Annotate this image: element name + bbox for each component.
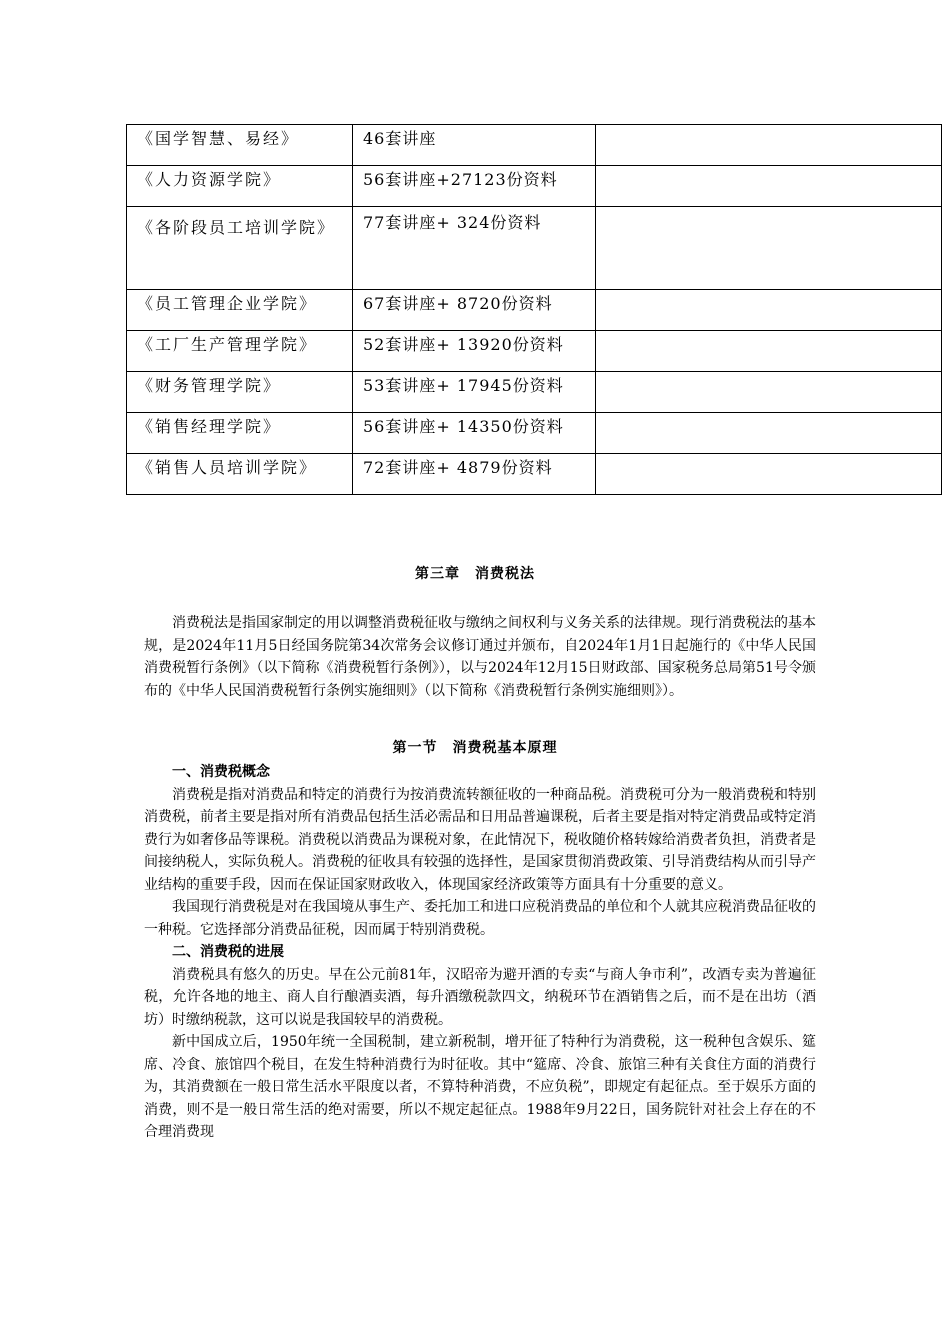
course-amount: 56套讲座+27123份资料 [353, 166, 596, 207]
course-note [596, 207, 942, 290]
course-amount: 77套讲座+ 324份资料 [353, 207, 596, 290]
course-name: 《员工管理企业学院》 [127, 290, 353, 331]
course-name: 《销售人员培训学院》 [127, 454, 353, 495]
chapter-title: 第三章 消费税法 [415, 566, 535, 582]
course-name: 《工厂生产管理学院》 [127, 331, 353, 372]
section-body [144, 761, 816, 1144]
paragraph: 我国现行消费税是对在我国境从事生产、委托加工和进口应税消费品的单位和个人就其应税消费品征收的一种税。它选择部分消费品征税，因而属于特别消费税。 [144, 899, 816, 938]
table-row [127, 331, 942, 372]
course-table [126, 124, 942, 495]
paragraph: 消费税具有悠久的历史。早在公元前81年，汉昭帝为避开酒的专卖“与商人争市利”，改酒专卖为普遍征税，允许各地的地主、商人自行酿酒卖酒，每升酒缴税款四文，纳税环节在酒销售之后，而不是在出坊（酒坊）时缴纳税款，这可以说是我国较早的消费税。 [144, 966, 816, 1028]
course-amount: 52套讲座+ 13920份资料 [353, 331, 596, 372]
table-row [127, 454, 942, 495]
chapter-intro [144, 612, 816, 702]
course-name: 《销售经理学院》 [127, 413, 353, 454]
course-note [596, 413, 942, 454]
sub-heading-history: 二、消费税的进展 [172, 944, 284, 960]
paragraph: 新中国成立后，1950年统一全国税制，建立新税制，增开征了特种行为消费税，这一税种包含娱乐、筵席、冷食、旅馆四个税目，在发生特种消费行为时征收。其中“筵席、冷食、旅馆三种有关食住方面的消费行为，其消费额在一般日常生活水平限度以者，不算特种消费，不应负税”，即规定有起征点。至于娱乐方面的消费，则不是一般日常生活的绝对需要，所以不规定起征点。1988年9月22日，国务院针对社会上存在的不合理消费现 [144, 1034, 816, 1140]
course-amount: 72套讲座+ 4879份资料 [353, 454, 596, 495]
section-title: 第一节 消费税基本原理 [392, 740, 558, 756]
paragraph: 消费税是指对消费品和特定的消费行为按消费流转额征收的一种商品税。消费税可分为一般消费税和特别消费税，前者主要是指对所有消费品包括生活必需品和日用品普遍课税，后者主要是指对特定消费品或特定消费行为如奢侈品等课税。消费税以消费品为课税对象，在此情况下，税收随价格转嫁给消费者负担，消费者是间接纳税人，实际负税人。消费税的征收具有较强的选择性，是国家贯彻消费政策、引导消费结构从而引导产业结构的重要手段，因而在保证国家财政收入，体现国家经济政策等方面具有十分重要的意义。 [144, 786, 816, 893]
course-note [596, 290, 942, 331]
course-note [596, 166, 942, 207]
course-name: 《国学智慧、易经》 [127, 125, 353, 166]
course-name: 《人力资源学院》 [127, 166, 353, 207]
course-note [596, 331, 942, 372]
table-row [127, 372, 942, 413]
course-amount: 46套讲座 [353, 125, 596, 166]
course-amount: 53套讲座+ 17945份资料 [353, 372, 596, 413]
table-row [127, 207, 942, 290]
course-amount: 56套讲座+ 14350份资料 [353, 413, 596, 454]
course-note [596, 125, 942, 166]
sub-heading-concept: 一、消费税概念 [172, 764, 270, 780]
course-name: 《财务管理学院》 [127, 372, 353, 413]
course-name: 《各阶段员工培训学院》 [127, 207, 353, 290]
table-row [127, 125, 942, 166]
course-note [596, 454, 942, 495]
table-row [127, 290, 942, 331]
intro-paragraph: 消费税法是指国家制定的用以调整消费税征收与缴纳之间权利与义务关系的法律规。现行消费税法的基本规，是2024年11月5日经国务院第34次常务会议修订通过并颁布，自2024年1月1日起施行的《中华人民国消费税暂行条例》（以下简称《消费税暂行条例》），以与2024年12月15日财政部、国家税务总局第51号令颁布的《中华人民国消费税暂行条例实施细则》（以下简称《消费税暂行条例实施细则》）。 [144, 615, 816, 699]
course-amount: 67套讲座+ 8720份资料 [353, 290, 596, 331]
table-row [127, 166, 942, 207]
table-row [127, 413, 942, 454]
course-note [596, 372, 942, 413]
